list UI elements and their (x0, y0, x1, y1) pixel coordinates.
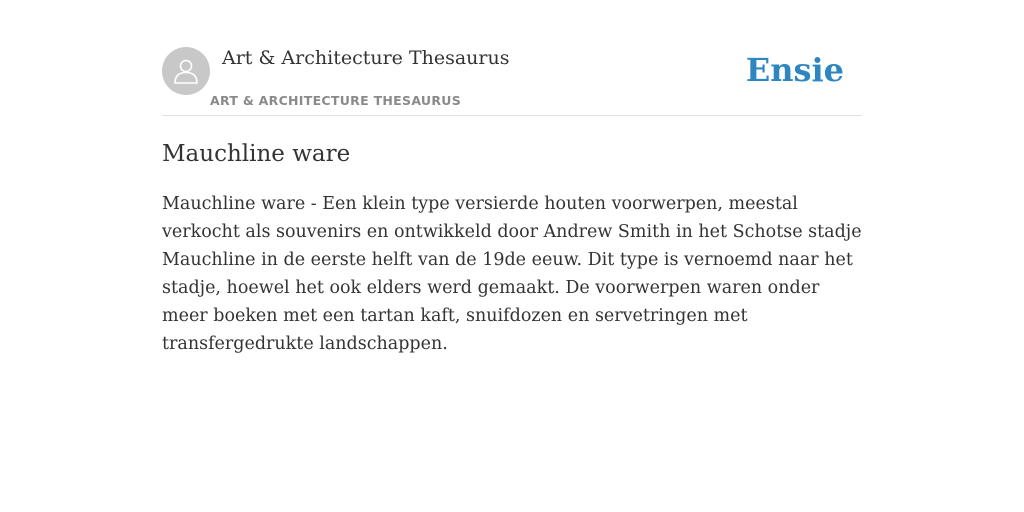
source-avatar[interactable] (162, 47, 210, 95)
source-subtitle-link[interactable]: ART & ARCHITECTURE THESAURUS (210, 93, 462, 108)
article-title: Mauchline ware (162, 141, 351, 167)
article (162, 138, 862, 358)
source-header (162, 0, 862, 116)
source-title-link[interactable]: Art & Architecture Thesaurus (222, 47, 510, 69)
ensie-logo[interactable]: Ensie (745, 51, 844, 89)
user-silhouette-icon (171, 56, 201, 86)
article-body: Mauchline ware - Een klein type versierde houten voorwerpen, meestal verkocht als souvenirs en ontwikkeld door Andrew Smith in het Schotse stadje Mauchline in de eerste helft van de 19de eeuw. Dit type is vernoemd naar het stadje, hoewel het ook elders werd gemaakt. De voorwerpen waren onder meer boeken met een tartan kaft, snuifdozen en servetringen met transfergedrukte landschappen. (162, 194, 862, 354)
